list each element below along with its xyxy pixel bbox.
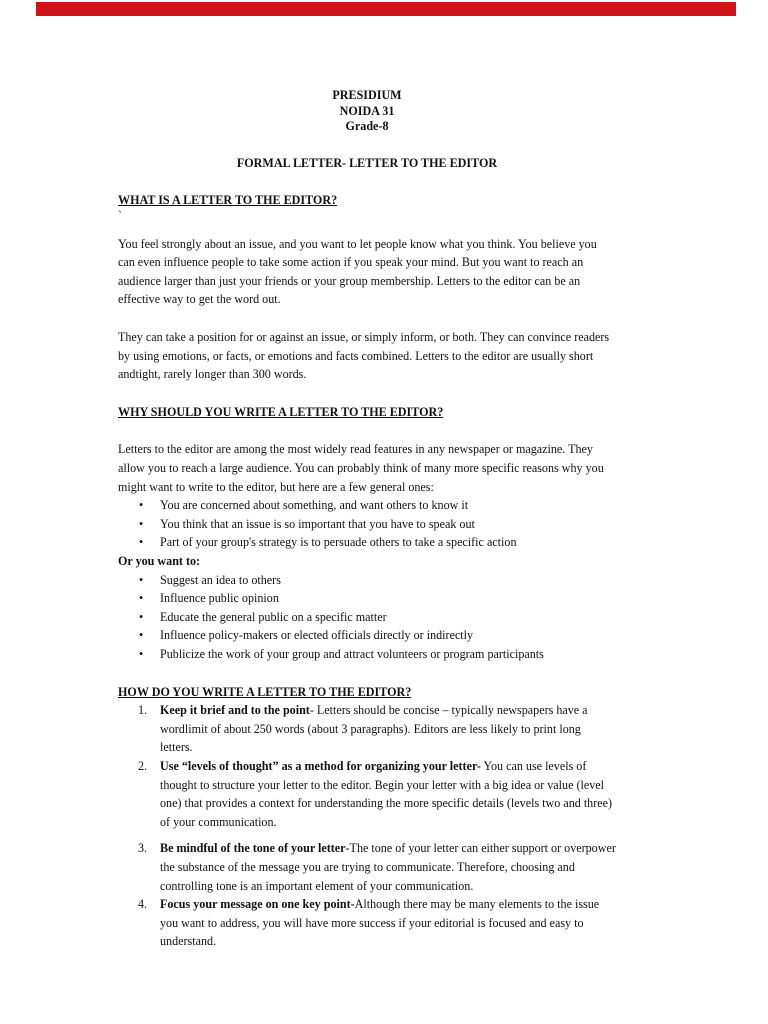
reasons-list xyxy=(118,496,616,552)
top-accent-bar xyxy=(36,2,736,16)
item-number: 4. xyxy=(138,897,148,912)
item-number: 2. xyxy=(138,758,148,773)
list-item: • Influence public opinion xyxy=(118,589,616,608)
school-header xyxy=(118,88,616,135)
list-item: • You think that an issue is so important that you have to speak out xyxy=(118,515,616,534)
paragraph-why: Letters to the editor are among the most widely read features in any newspaper or magazine. They allow you to reach a large audience. You can probably think of many more specific reasons why you might want to write to the editor, but here are a few general ones: xyxy=(118,442,604,494)
paragraph-what-1: You feel strongly about an issue, and you want to let people know what you think. You believe you can even influence people to take some action if you speak your mind. But you want to reach an audience larger than just your friends or your group membership. Letters to the editor can be an effective way to get the word out. xyxy=(118,236,597,307)
item-text: -The tone of your letter can either support or overpower the substance of the message you are trying to communicate. Therefore, choosing and controlling tone is an important element of your communication. xyxy=(160,841,616,893)
item-text: Although there may be many elements to the issue you want to address, you will have more success if your editorial is focused and easy to understand. xyxy=(160,897,600,949)
item-text: - Letters should be concise – typically newspapers have a wordlimit of about 250 words (about 3 paragraphs). Editors are less likely to print long letters. xyxy=(160,703,588,755)
item-heading: Be mindful of the tone of your letter xyxy=(160,841,346,856)
document-title: FORMAL LETTER- LETTER TO THE EDITOR xyxy=(236,155,498,170)
section-heading-what: WHAT IS A LETTER TO THE EDITOR? xyxy=(118,193,338,208)
paragraph-what-2: They can take a position for or against an issue, or simply inform, or both. They can convince readers by using emotions, or facts, or emotions and facts combined. Letters to the editor are usually short andtight, rarely longer than 300 words. xyxy=(118,330,610,382)
list-item xyxy=(118,757,616,831)
list-item: • Influence policy-makers or elected officials directly or indirectly xyxy=(118,626,616,645)
item-number: 1. xyxy=(138,703,148,718)
section-heading-how: HOW DO YOU WRITE A LETTER TO THE EDITOR? xyxy=(118,684,412,699)
list-item: • Educate the general public on a specific matter xyxy=(118,608,616,627)
list-item xyxy=(118,895,616,951)
item-heading: Use “levels of thought” as a method for organizing your letter- xyxy=(160,758,481,773)
list-item: • Suggest an idea to others xyxy=(118,571,616,590)
item-number: 3. xyxy=(138,841,148,856)
stray-tick-mark: ` xyxy=(118,207,122,222)
grade-label: Grade-8 xyxy=(345,119,389,133)
item-heading: Keep it brief and to the point xyxy=(160,703,310,718)
how-to-list xyxy=(118,701,616,951)
document-page xyxy=(118,88,616,951)
list-item xyxy=(118,701,616,757)
school-branch: NOIDA 31 xyxy=(339,103,395,118)
item-text: You can use levels of thought to structure your letter to the editor. Begin your letter with a big idea or value (level one) that provides a context for understanding the more specific details (levels two and three) of your communication. xyxy=(160,758,613,829)
list-item: • Publicize the work of your group and attract volunteers or program participants xyxy=(118,645,616,664)
or-you-want-label: Or you want to: xyxy=(118,554,201,568)
goals-list xyxy=(118,571,616,664)
section-heading-why: WHY SHOULD YOU WRITE A LETTER TO THE EDITOR? xyxy=(118,404,444,419)
list-item: • Part of your group's strategy is to persuade others to take a specific action xyxy=(118,533,616,552)
list-item: • You are concerned about something, and want others to know it xyxy=(118,496,616,515)
list-item xyxy=(118,839,616,895)
item-heading: Focus your message on one key point- xyxy=(160,897,355,912)
school-name: PRESIDIUM xyxy=(332,88,402,102)
